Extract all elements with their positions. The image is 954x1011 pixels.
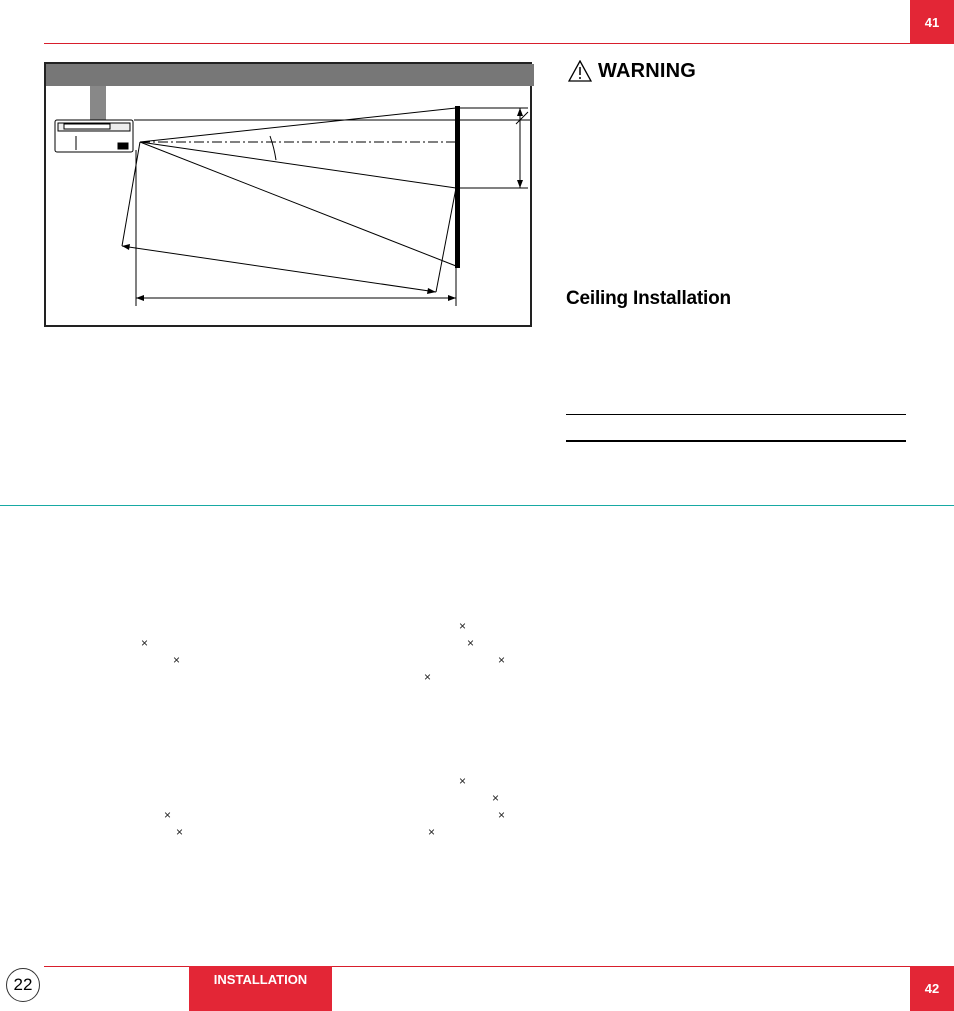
rule-thin — [566, 414, 906, 415]
ceiling-band — [46, 64, 534, 86]
times-mark: × — [498, 653, 506, 667]
section-tab-installation: INSTALLATION — [189, 966, 332, 1011]
screen — [455, 106, 460, 268]
times-mark: × — [141, 636, 149, 650]
ceiling-installation-title: Ceiling Installation — [566, 288, 731, 309]
times-mark: × — [173, 653, 181, 667]
section-divider — [0, 505, 954, 506]
times-mark: × — [424, 670, 432, 684]
footer-rule — [44, 966, 910, 967]
warning-triangle-icon — [568, 60, 592, 82]
times-mark: × — [459, 774, 467, 788]
times-mark: × — [467, 636, 475, 650]
arrowheads — [122, 108, 523, 301]
times-mark: × — [428, 825, 436, 839]
header-rule — [44, 43, 910, 44]
warning-title: WARNING — [598, 59, 697, 82]
warning-heading — [568, 58, 696, 84]
projector-icon — [55, 120, 133, 152]
times-mark: × — [459, 619, 467, 633]
rule-thick — [566, 440, 906, 442]
page-tab-top: 41 — [910, 0, 954, 44]
page-number: 22 — [6, 968, 40, 1002]
times-mark: × — [164, 808, 172, 822]
ceiling-projection-diagram — [44, 62, 532, 327]
times-mark: × — [498, 808, 506, 822]
mount-post — [90, 86, 106, 120]
times-mark: × — [492, 791, 500, 805]
page-tab-bottom: 42 — [910, 966, 954, 1011]
diagram-svg — [46, 64, 534, 329]
times-mark: × — [176, 825, 184, 839]
